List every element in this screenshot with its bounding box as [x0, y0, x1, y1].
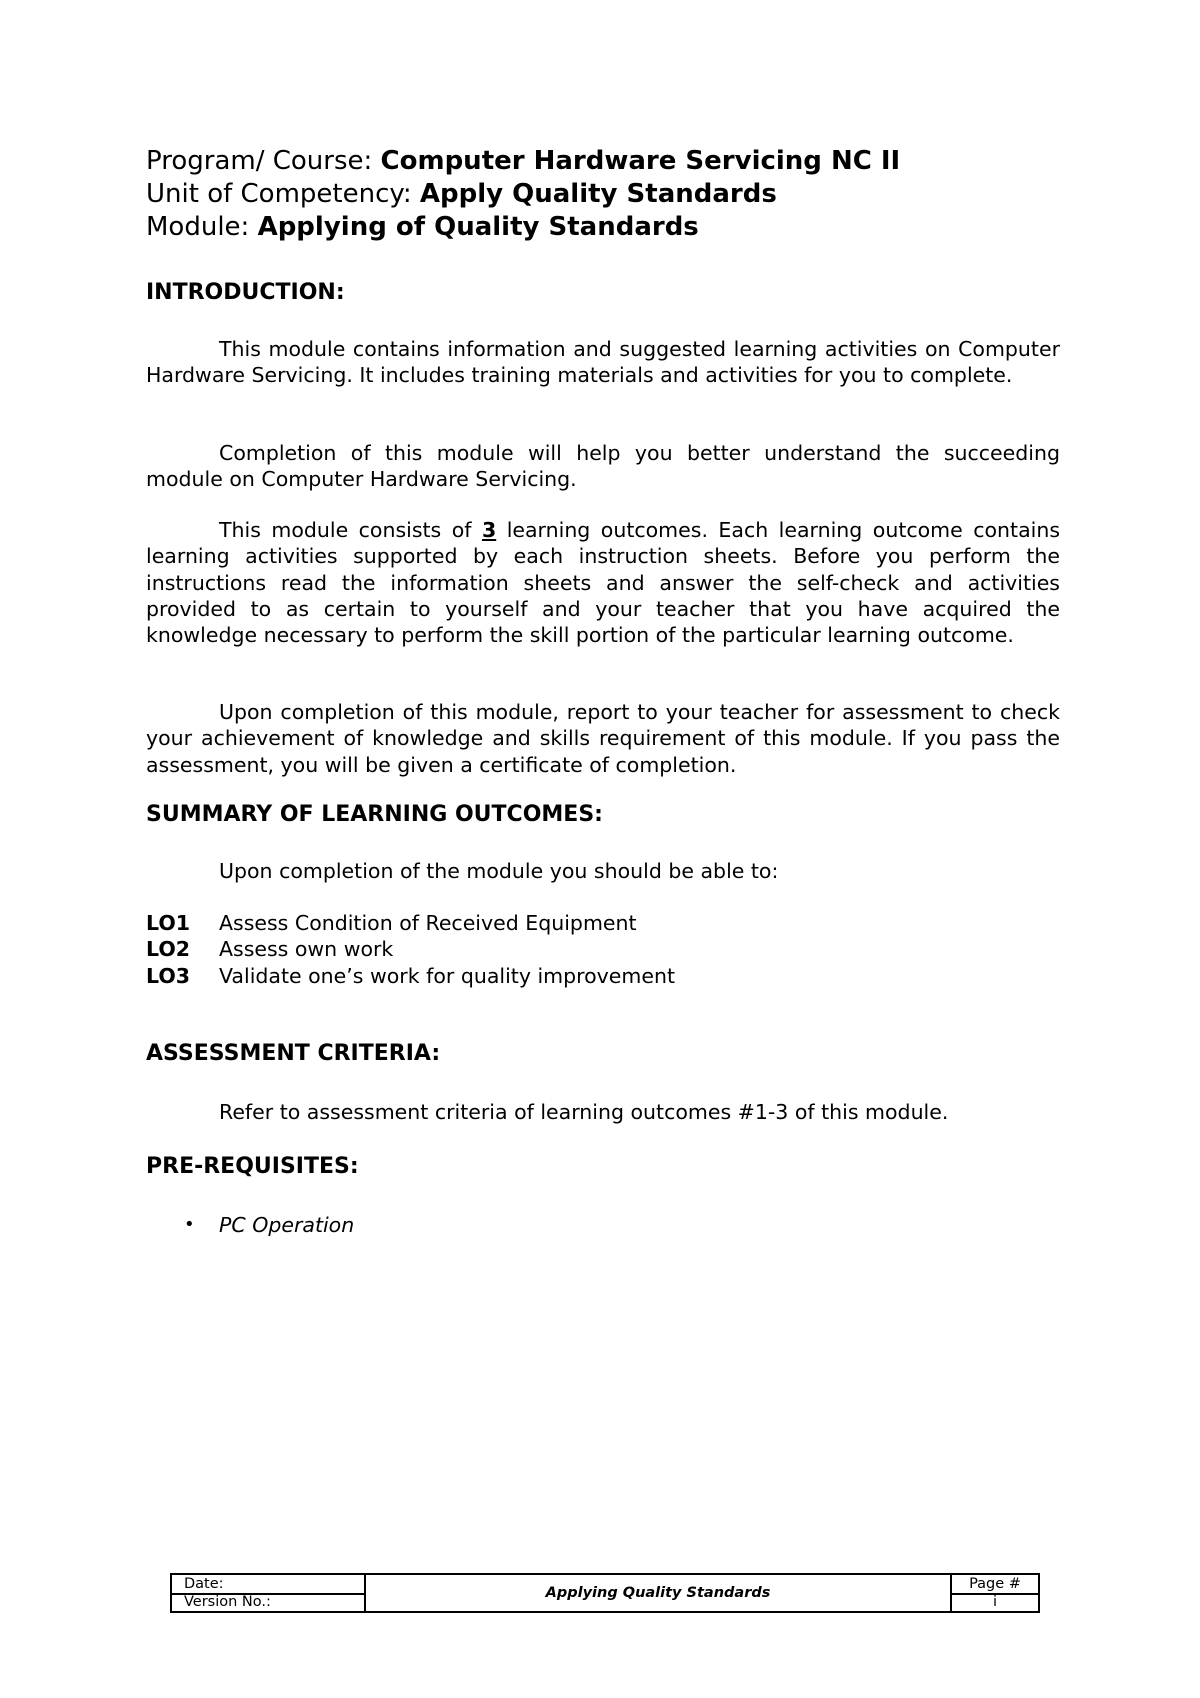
- assessment-heading: ASSESSMENT CRITERIA:: [146, 1041, 441, 1066]
- outcome-text: Validate one’s work for quality improvement: [219, 963, 676, 988]
- unit-line: [146, 178, 1066, 211]
- prerequisites-heading: PRE-REQUISITES:: [146, 1154, 359, 1179]
- unit-label: Unit of Competency:: [146, 179, 420, 209]
- p3-before: This module consists of: [219, 518, 482, 542]
- outcome-text: Assess Condition of Received Equipment: [219, 911, 637, 935]
- bullet-icon: •: [184, 1214, 195, 1235]
- p3-after: learning outcomes. Each learning outcome contains learning activities supported by each instruction sheets. Before you perform the instructions read the information sheets and answer the self-check and activities provided to as certain to yourself and your teacher that you have acquired the knowledge necessary to perform the skill portion of the particular learning outcome.: [146, 518, 1061, 648]
- summary-intro: Upon completion of the module you should be able to:: [219, 859, 779, 883]
- introduction-paragraph-1: This module contains information and suggested learning activities on Computer Hardware Servicing. It includes training materials and activities for you to complete.: [146, 337, 1060, 388]
- introduction-paragraph-2: Completion of this module will help you better understand the succeeding module on Computer Hardware Servicing.: [146, 441, 1060, 492]
- outcome-code: LO2: [146, 937, 191, 962]
- program-value: Computer Hardware Servicing NC II: [380, 146, 901, 176]
- footer-document-title: Applying Quality Standards: [366, 1575, 952, 1611]
- module-value: Applying of Quality Standards: [257, 212, 699, 242]
- footer-page-label: Page #: [952, 1575, 1038, 1595]
- outcome-code: LO3: [146, 963, 191, 988]
- introduction-paragraph-4: Upon completion of this module, report to your teacher for assessment to check your achievement of knowledge and skills requirement of this module. If you pass the assessment, you will be given a certificate of completion.: [146, 700, 1060, 777]
- module-label: Module:: [146, 212, 258, 242]
- list-item: [184, 1212, 354, 1238]
- assessment-text: Refer to assessment criteria of learning outcomes #1-3 of this module.: [219, 1100, 949, 1124]
- footer-table: [170, 1573, 1040, 1613]
- unit-value: Apply Quality Standards: [419, 179, 777, 209]
- introduction-paragraph-3: [146, 517, 1060, 648]
- footer-version-label: Version No.:: [172, 1595, 366, 1611]
- learning-outcomes-list: [146, 910, 1060, 989]
- list-item: [146, 910, 1060, 936]
- outcome-text: Assess own work: [219, 937, 394, 962]
- module-line: [146, 211, 1066, 244]
- learning-outcome-count: 3: [481, 518, 497, 542]
- list-item: [146, 963, 1060, 989]
- outcome-code: LO1: [146, 911, 191, 935]
- footer-date-label: Date:: [172, 1575, 366, 1595]
- introduction-heading: INTRODUCTION:: [146, 280, 345, 305]
- summary-heading: SUMMARY OF LEARNING OUTCOMES:: [146, 802, 603, 827]
- list-item: [146, 936, 1060, 962]
- prerequisite-text: PC Operation: [219, 1213, 355, 1237]
- program-label: Program/ Course:: [146, 146, 381, 176]
- footer-page-number: i: [992, 1594, 998, 1610]
- document-header: [146, 145, 1066, 244]
- program-line: [146, 145, 1066, 178]
